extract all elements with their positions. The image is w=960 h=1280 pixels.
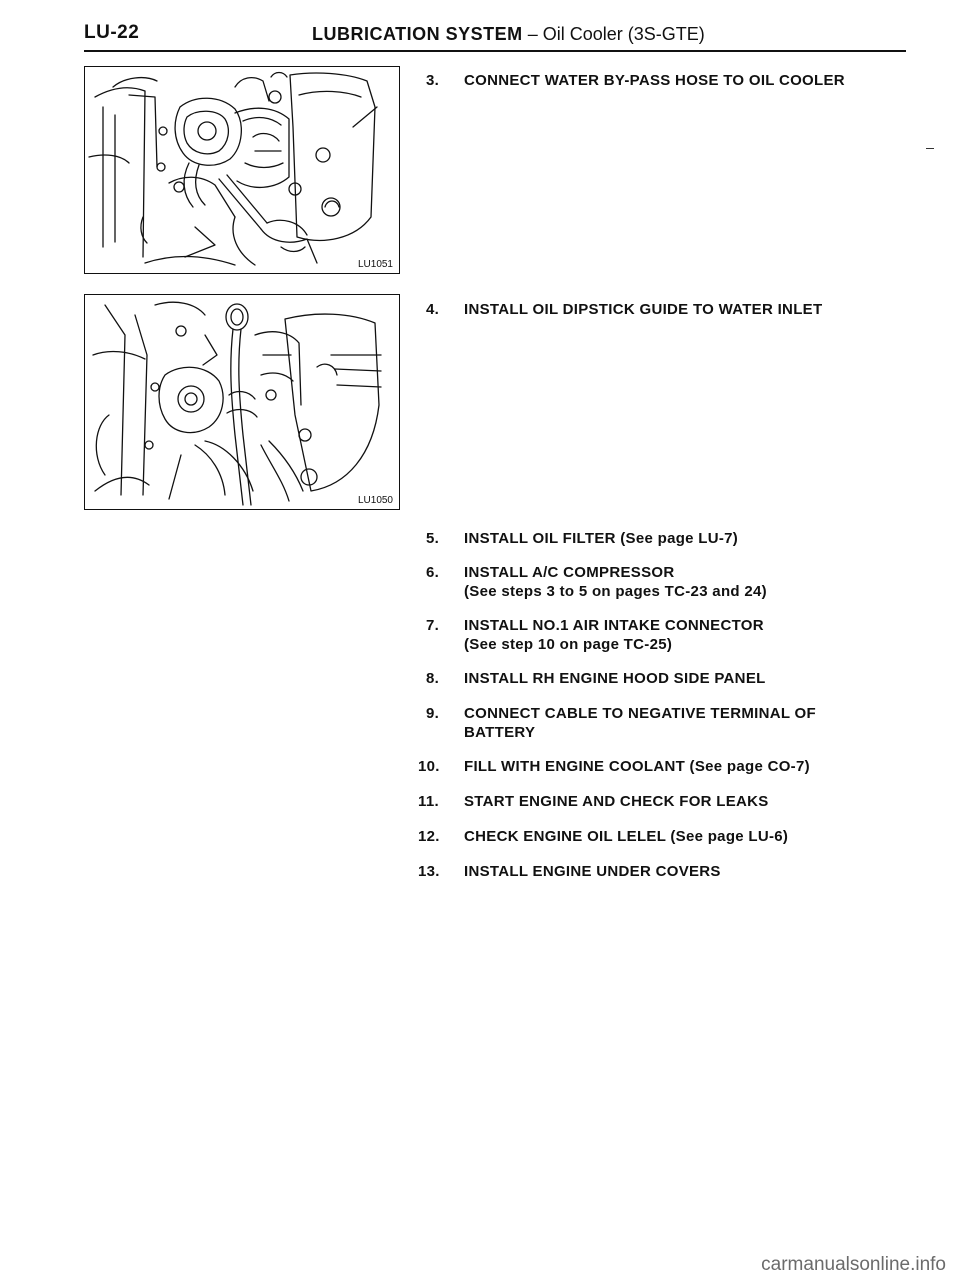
step-number: 13. — [418, 863, 440, 880]
step-3 — [426, 71, 845, 90]
page-title — [312, 24, 705, 45]
step-number: 6. — [426, 564, 440, 581]
step-4 — [426, 300, 822, 319]
step-5 — [426, 529, 738, 548]
figure-water-bypass-hose — [84, 66, 400, 274]
step-subtext: BATTERY — [464, 724, 536, 741]
margin-mark — [926, 148, 934, 149]
figure-id: LU1050 — [357, 495, 393, 506]
section-title: LUBRICATION SYSTEM — [312, 24, 523, 44]
step-number: 8. — [426, 670, 440, 687]
step-number: 5. — [426, 530, 440, 547]
step-text: CHECK ENGINE OIL LELEL (See page LU-6) — [464, 828, 789, 845]
figure-dipstick-guide — [84, 294, 400, 510]
step-subtext: (See step 10 on page TC-25) — [464, 636, 673, 653]
step-number: 3. — [426, 72, 440, 89]
step-text: START ENGINE AND CHECK FOR LEAKS — [464, 793, 769, 810]
step-number: 12. — [418, 828, 440, 845]
engine-illustration-2 — [85, 295, 398, 508]
step-text: INSTALL A/C COMPRESSOR — [464, 564, 675, 581]
step-6 — [426, 563, 767, 601]
step-text: INSTALL NO.1 AIR INTAKE CONNECTOR — [464, 617, 764, 634]
step-12 — [418, 827, 788, 846]
watermark: carmanualsonline.info — [761, 1254, 946, 1275]
engine-illustration-1 — [85, 67, 398, 272]
step-subtext: (See steps 3 to 5 on pages TC-23 and 24) — [464, 583, 767, 600]
step-11 — [418, 792, 769, 811]
step-9 — [426, 704, 816, 742]
step-text: INSTALL ENGINE UNDER COVERS — [464, 863, 721, 880]
step-10 — [418, 757, 810, 776]
step-text: INSTALL OIL DIPSTICK GUIDE TO WATER INLET — [464, 301, 823, 318]
step-number: 11. — [418, 793, 439, 810]
step-13 — [418, 862, 721, 881]
step-7 — [426, 616, 764, 654]
step-text: INSTALL RH ENGINE HOOD SIDE PANEL — [464, 670, 766, 687]
step-number: 7. — [426, 617, 440, 634]
title-separator: – — [527, 24, 538, 44]
step-text: FILL WITH ENGINE COOLANT (See page CO-7) — [464, 758, 810, 775]
step-8 — [426, 669, 766, 688]
step-number: 4. — [426, 301, 440, 318]
step-text: CONNECT WATER BY-PASS HOSE TO OIL COOLER — [464, 72, 845, 89]
page-code: LU-22 — [84, 22, 140, 43]
step-text: CONNECT CABLE TO NEGATIVE TERMINAL OF — [464, 705, 816, 722]
step-number: 10. — [418, 758, 440, 775]
step-number: 9. — [426, 705, 440, 722]
header-rule — [84, 50, 906, 52]
subsection-title: Oil Cooler (3S-GTE) — [542, 24, 705, 44]
figure-id: LU1051 — [357, 259, 393, 270]
step-text: INSTALL OIL FILTER (See page LU-7) — [464, 530, 739, 547]
